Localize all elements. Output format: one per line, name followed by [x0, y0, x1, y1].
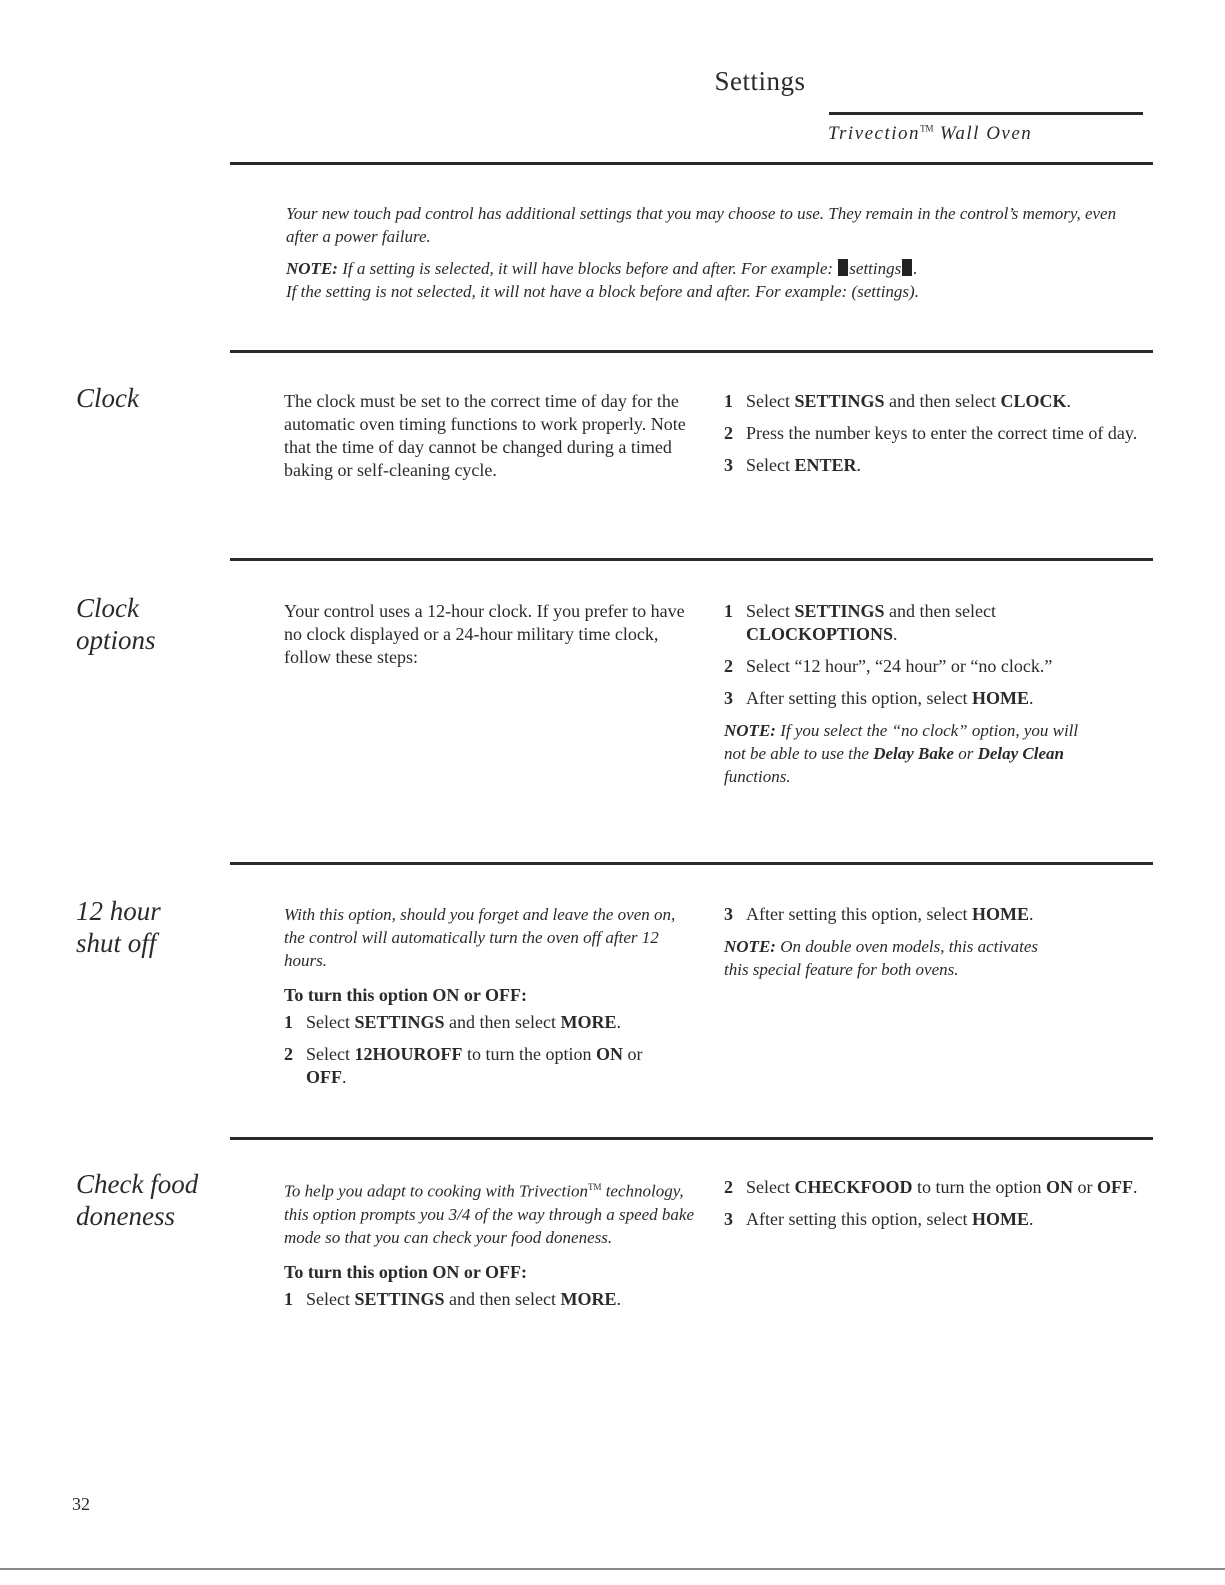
step-item: [724, 422, 1144, 445]
trademark-mark: TM: [587, 1182, 602, 1192]
subtitle-product: Trivection: [828, 123, 921, 144]
key-label: CLOCK: [1000, 391, 1067, 411]
divider-rule: [230, 558, 1153, 561]
key-label: ON: [1046, 1177, 1073, 1197]
section-title-line: shut off: [76, 928, 157, 958]
step-text: Select: [306, 1288, 355, 1309]
step-text: or: [1073, 1177, 1097, 1197]
step-text: .: [856, 455, 861, 475]
note-label: NOTE:: [724, 721, 776, 740]
step-text: to turn the option: [912, 1177, 1046, 1197]
step-text: After setting this option, select: [746, 688, 972, 708]
clock-options-description: [284, 600, 704, 669]
key-label: CLOCKOPTIONS: [746, 624, 894, 644]
step-number: 1: [724, 601, 733, 621]
step-number: 2: [724, 1177, 733, 1197]
step-item: [724, 1176, 1144, 1199]
section-title-line: options: [76, 625, 156, 655]
step-text: .: [1133, 1177, 1138, 1197]
step-item: [724, 655, 1144, 678]
section-title-line: doneness: [76, 1201, 175, 1231]
key-label: CHECKFOOD: [794, 1177, 913, 1197]
step-text: Select: [746, 1177, 795, 1197]
divider-rule: [230, 162, 1153, 165]
step-item: [724, 454, 1144, 477]
step-item: [724, 687, 1144, 710]
shutoff-note: [724, 935, 1064, 981]
key-label: HOME: [971, 1209, 1029, 1229]
step-text: to turn the option: [462, 1044, 596, 1064]
note-text: functions.: [724, 767, 791, 786]
section-title-line: 12 hour: [76, 896, 161, 926]
intro-block: [286, 202, 1136, 312]
step-text: and then select: [884, 391, 1001, 411]
shutoff-subheading: To turn this option ON or OFF:: [284, 985, 528, 1005]
intro-note: [286, 257, 1136, 280]
selection-block-icon: [902, 259, 912, 276]
key-label: MORE: [560, 1012, 617, 1032]
step-text: .: [616, 1288, 621, 1309]
description-text: To help you adapt to cooking with Trivection: [284, 1181, 588, 1201]
clock-description-text: The clock must be set to the correct time of day for the automatic oven timing functions to work properly. Note that the time of day cannot be changed during a timed baking or self-cleaning cycle.: [284, 391, 686, 480]
page-subtitle: [828, 123, 1032, 145]
intro-note-line-2: If the setting is not selected, it will not have a block before and after. For example: (settings).: [286, 282, 919, 301]
note-text-end: .: [913, 259, 918, 278]
note-text: On double oven models, this activates this special feature for both ovens.: [724, 937, 1038, 979]
key-label: SETTINGS: [794, 601, 885, 621]
step-item: [724, 390, 1144, 413]
section-title-clock: Clock: [76, 383, 139, 413]
header-rule: [829, 112, 1143, 115]
step-item: [284, 1011, 694, 1034]
checkfood-left-column: [284, 1176, 704, 1320]
step-text: Select: [746, 455, 795, 475]
key-label: HOME: [971, 688, 1029, 708]
step-item: [724, 600, 1144, 646]
step-number: 3: [724, 688, 733, 708]
step-number: 2: [724, 423, 733, 443]
note-label: NOTE:: [286, 259, 338, 278]
section-title-check-food-doneness: [76, 1168, 198, 1232]
note-emphasis: Delay Clean: [977, 744, 1064, 763]
divider-rule: [230, 350, 1153, 353]
step-text: Select: [746, 601, 795, 621]
step-text: .: [1028, 688, 1034, 708]
key-label: SETTINGS: [794, 391, 885, 411]
section-title-line: Check food: [76, 1169, 199, 1199]
section-title-12-hour-shut-off: [76, 895, 161, 959]
description-text: technology, this option prompts you 3/4 of the way through a speed bake mode so that you can check your food doneness.: [284, 1181, 695, 1247]
trademark-mark: TM: [920, 123, 934, 134]
clock-options-description-text: Your control uses a 12-hour clock. If you prefer to have no clock displayed or a 24-hour military time clock, follow these steps:: [284, 601, 685, 667]
note-text: If a setting is selected, it will have blocks before and after. For example:: [337, 259, 838, 278]
clock-steps: [724, 390, 1144, 486]
step-item: [284, 1288, 704, 1311]
shutoff-description: With this option, should you forget and leave the oven on, the control will automatically turn the oven off after 12 hours.: [284, 905, 676, 970]
step-number: 1: [284, 1012, 293, 1032]
section-title-line: Clock: [76, 593, 139, 623]
step-number: 2: [724, 656, 733, 676]
step-text: .: [1066, 391, 1072, 411]
selection-block-icon: [838, 259, 848, 276]
note-label: NOTE:: [724, 937, 776, 956]
step-text: Select: [306, 1012, 355, 1032]
step-text: .: [342, 1067, 347, 1087]
step-text: and then select: [884, 601, 996, 621]
step-item: [724, 1208, 1144, 1231]
note-text: If you select the “no clock” option, you will not be able to use the: [724, 721, 1079, 763]
step-text: or: [622, 1044, 643, 1064]
page-bottom-edge: [0, 1568, 1225, 1570]
step-number: 2: [284, 1044, 293, 1064]
step-text: and then select: [444, 1012, 561, 1032]
checkfood-subheading: To turn this option ON or OFF:: [284, 1261, 528, 1282]
step-text: After setting this option, select: [746, 904, 972, 924]
key-label: OFF: [1097, 1177, 1133, 1197]
subtitle-rest: Wall Oven: [933, 123, 1033, 144]
step-number: 3: [724, 455, 733, 475]
step-text: Press the number keys to enter the correct time of day.: [746, 423, 1138, 443]
checkfood-description: [284, 1176, 704, 1249]
key-label: OFF: [306, 1067, 342, 1087]
page-number: 32: [72, 1494, 90, 1514]
step-text: After setting this option, select: [746, 1209, 972, 1229]
page-title: Settings: [714, 66, 806, 96]
divider-rule: [230, 862, 1153, 865]
step-text: .: [1028, 1209, 1034, 1229]
step-item: [284, 1043, 676, 1089]
step-number: 1: [724, 391, 733, 411]
step-number: 3: [724, 1209, 733, 1229]
intro-paragraph: Your new touch pad control has additional settings that you may choose to use. They remain in the control’s memory, even after a power failure.: [286, 204, 1117, 246]
shutoff-left-column: [284, 903, 694, 1098]
key-label: ON: [595, 1044, 623, 1064]
key-label: SETTINGS: [354, 1012, 445, 1032]
key-label: HOME: [971, 904, 1029, 924]
step-text: .: [1028, 904, 1034, 924]
key-label: 12HOUROFF: [354, 1044, 463, 1064]
key-label: ENTER: [794, 455, 857, 475]
step-number: 1: [284, 1288, 293, 1309]
key-label: MORE: [560, 1288, 617, 1309]
note-emphasis: Delay Bake: [873, 744, 954, 763]
clock-options-note: [724, 719, 1084, 788]
clock-options-steps: [724, 600, 1144, 788]
note-example-word: settings: [849, 259, 902, 278]
section-title-clock-options: [76, 592, 156, 656]
step-item: [724, 903, 1144, 926]
step-text: .: [893, 624, 898, 644]
key-label: SETTINGS: [354, 1288, 445, 1309]
checkfood-right-column: [724, 1176, 1144, 1240]
step-text: and then select: [444, 1288, 561, 1309]
clock-description: [284, 390, 699, 482]
step-number: 3: [724, 904, 733, 924]
step-text: Select “12 hour”, “24 hour” or “no clock.”: [746, 656, 1053, 676]
step-text: Select: [746, 391, 795, 411]
divider-rule: [230, 1137, 1153, 1140]
note-text: or: [953, 744, 978, 763]
step-text: Select: [306, 1044, 355, 1064]
step-text: .: [616, 1012, 621, 1032]
shutoff-right-column: [724, 903, 1144, 981]
